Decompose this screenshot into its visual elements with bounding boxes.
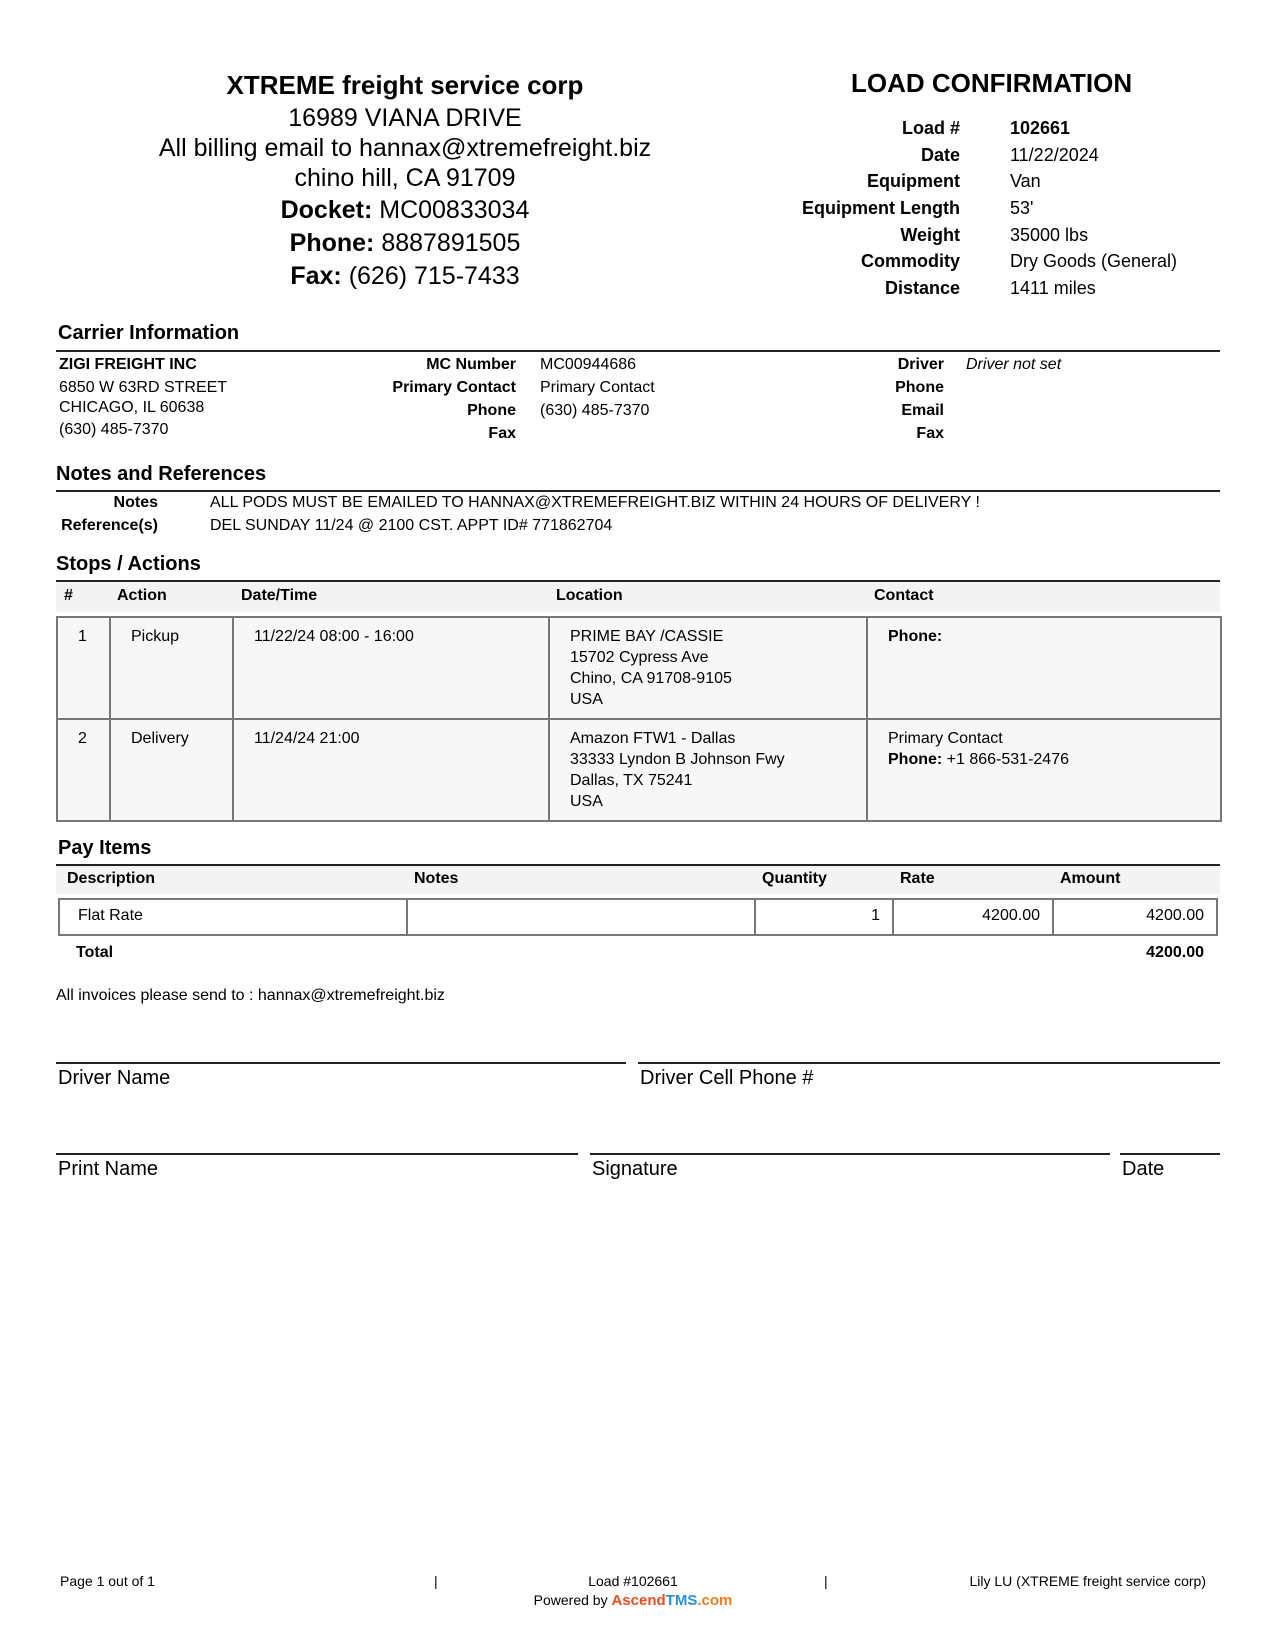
carrier-phone: (630) 485-7370 — [59, 421, 169, 438]
load-field-value: 35000 lbs — [1010, 225, 1089, 245]
stop-location-name: Amazon FTW1 - Dallas — [570, 730, 736, 747]
col-description: Description — [67, 870, 156, 887]
carrier-title: Carrier Information — [58, 322, 240, 344]
references-label: Reference(s) — [61, 517, 158, 534]
docket-label: Docket: — [280, 196, 373, 224]
stop-location-city: Dallas, TX 75241 — [570, 772, 693, 789]
stop-contact-phone — [888, 749, 1069, 770]
notes-label: Notes — [113, 494, 158, 511]
fax-value: (626) 715-7433 — [348, 262, 520, 290]
col-location: Location — [556, 587, 623, 604]
total-label: Total — [76, 944, 114, 961]
stops-divider — [56, 580, 1220, 582]
col-notes: Notes — [414, 870, 459, 887]
pay-amount: 4200.00 — [1146, 907, 1204, 924]
phone-label: Phone: — [289, 229, 375, 257]
driver-name-line — [56, 1062, 626, 1064]
col-amount: Amount — [1060, 870, 1121, 887]
carrier-phone-label: Phone — [467, 402, 516, 419]
primary-contact-value: Primary Contact — [540, 379, 655, 396]
footer-user: Lily LU (XTREME freight service corp) — [969, 1573, 1206, 1589]
load-field-value: Dry Goods (General) — [1010, 251, 1178, 271]
load-field-value: 11/22/2024 — [1010, 145, 1099, 165]
load-confirmation-title: LOAD CONFIRMATION — [851, 68, 1133, 98]
load-field-value: 1411 miles — [1010, 278, 1096, 298]
date-label: Date — [1122, 1158, 1165, 1180]
powered-by-label: Powered by — [533, 1592, 608, 1608]
stop-contact-name: Primary Contact — [888, 730, 1003, 747]
print-name-label: Print Name — [58, 1158, 159, 1180]
load-field-value: Van — [1010, 171, 1041, 191]
fax-label: Fax: — [290, 262, 342, 290]
company-billing: All billing email to hannax@xtremefreight.biz — [158, 134, 652, 162]
driver-fax-label: Fax — [916, 425, 944, 442]
load-field-label: Date — [920, 145, 960, 165]
driver-name-label: Driver Name — [58, 1067, 171, 1089]
date-line — [1120, 1153, 1220, 1155]
carrier-street: 6850 W 63RD STREET — [59, 379, 228, 396]
col-datetime: Date/Time — [241, 587, 318, 604]
primary-contact-label: Primary Contact — [392, 379, 516, 396]
load-field-label: Equipment Length — [802, 198, 960, 218]
mc-value: MC00944686 — [540, 356, 637, 373]
footer-load: Load #102661 — [588, 1573, 678, 1589]
signature-line — [590, 1153, 1110, 1155]
company-city: chino hill, CA 91709 — [294, 164, 516, 192]
col-contact: Contact — [874, 587, 934, 604]
stop-contact-phone — [888, 626, 942, 647]
stop-action: Delivery — [131, 730, 189, 747]
load-field-label: Distance — [884, 278, 960, 298]
stop-datetime: 11/22/24 08:00 - 16:00 — [254, 628, 414, 645]
invoice-note: All invoices please send to : hannax@xtremefreight.biz — [56, 987, 445, 1004]
stop-location-street: 33333 Lyndon B Johnson Fwy — [570, 751, 785, 768]
col-quantity: Quantity — [762, 870, 827, 887]
mc-label: MC Number — [426, 356, 516, 373]
company-name: XTREME freight service corp — [226, 70, 584, 100]
driver-value: Driver not set — [966, 356, 1062, 373]
stop-datetime: 11/24/24 21:00 — [254, 730, 360, 747]
carrier-divider — [56, 350, 1220, 352]
pay-header — [56, 866, 1220, 894]
footer-separator: | — [434, 1573, 438, 1589]
pay-quantity: 1 — [871, 907, 880, 924]
load-field-value: 53' — [1010, 198, 1034, 218]
stop-location-country: USA — [570, 793, 603, 810]
docket-value: MC00833034 — [379, 196, 530, 224]
stops-title: Stops / Actions — [56, 553, 201, 575]
company-docket — [150, 196, 660, 225]
company-fax — [150, 262, 660, 291]
stop-phone-label: Phone: — [888, 628, 943, 645]
notes-divider — [56, 490, 1220, 492]
carrier-name: ZIGI FREIGHT INC — [59, 356, 197, 373]
company-phone — [150, 229, 660, 258]
notes-value: ALL PODS MUST BE EMAILED TO HANNAX@XTREMEFREIGHT.BIZ WITHIN 24 HOURS OF DELIVERY ! — [210, 494, 980, 511]
stop-num: 2 — [78, 730, 87, 747]
pay-title: Pay Items — [58, 837, 152, 859]
load-field-label: Weight — [900, 225, 960, 245]
col-num: # — [64, 587, 73, 604]
stop-location-street: 15702 Cypress Ave — [570, 649, 709, 666]
stop-phone-value: +1 866-531-2476 — [946, 751, 1069, 768]
references-value: DEL SUNDAY 11/24 @ 2100 CST. APPT ID# 771862704 — [210, 517, 613, 534]
stop-location-name: PRIME BAY /CASSIE — [570, 628, 724, 645]
phone-value: 8887891505 — [381, 229, 521, 257]
carrier-fax-label: Fax — [488, 425, 516, 442]
driver-label: Driver — [897, 356, 944, 373]
footer-page: Page 1 out of 1 — [60, 1573, 155, 1589]
stop-phone-label: Phone: — [888, 751, 943, 768]
load-field-value: 102661 — [1010, 118, 1071, 138]
pay-divider — [56, 864, 1220, 866]
notes-title: Notes and References — [56, 463, 267, 485]
footer-separator: | — [824, 1573, 828, 1589]
stops-header — [56, 582, 1220, 612]
stop-action: Pickup — [131, 628, 180, 645]
carrier-city: CHICAGO, IL 60638 — [59, 399, 205, 416]
col-action: Action — [117, 587, 167, 604]
pay-description: Flat Rate — [78, 907, 143, 924]
print-name-line — [56, 1153, 578, 1155]
pay-rate: 4200.00 — [982, 907, 1040, 924]
driver-phone-label: Phone — [895, 379, 944, 396]
driver-phone-line — [638, 1062, 1220, 1064]
total-value: 4200.00 — [1146, 944, 1204, 961]
driver-phone-label: Driver Cell Phone # — [640, 1067, 814, 1089]
signature-label: Signature — [592, 1158, 678, 1180]
company-address: 16989 VIANA DRIVE — [288, 104, 522, 132]
footer-powered — [440, 1592, 826, 1609]
stop-num: 1 — [78, 628, 87, 645]
load-field-label: Commodity — [861, 251, 960, 271]
load-field-label: Load # — [901, 118, 960, 138]
stop-location-city: Chino, CA 91708-9105 — [570, 670, 732, 687]
col-rate: Rate — [900, 870, 935, 887]
ascendtms-logo: AscendTMS.com — [611, 1592, 733, 1609]
stop-location-country: USA — [570, 691, 603, 708]
driver-email-label: Email — [901, 402, 944, 419]
load-field-label: Equipment — [867, 171, 960, 191]
carrier-phone-value: (630) 485-7370 — [540, 402, 650, 419]
